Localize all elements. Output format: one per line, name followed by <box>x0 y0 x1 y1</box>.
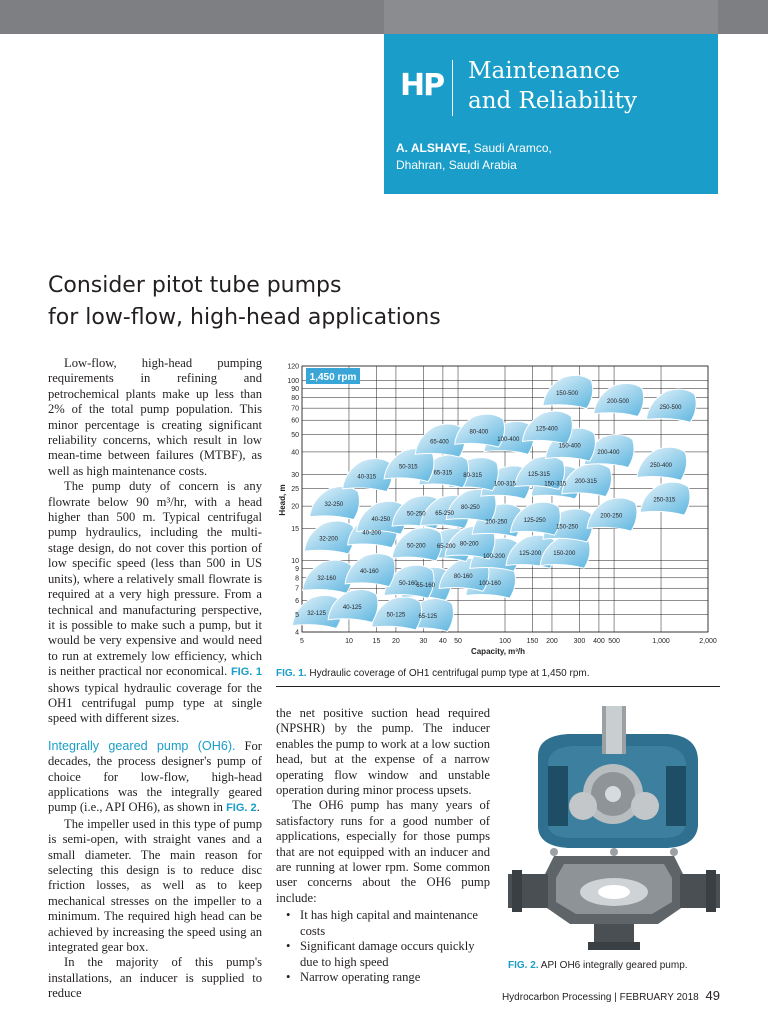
pump-size-label: 80-315 <box>463 473 482 480</box>
paragraph-npsh: the net positive suction head required (NPSHR) by the pump. The inducer enables the pump to work at a low suction head, but at the expense of a narrow operating flow window and unstable operation during minor process upsets. <box>276 706 490 798</box>
x-tick-label: 200 <box>546 638 558 645</box>
body-column-1 <box>48 356 262 1002</box>
y-tick-label: 100 <box>287 377 299 385</box>
pump-size-label: 80-200 <box>459 541 479 548</box>
pump-size-label: 32-250 <box>324 502 344 509</box>
fig2-reference-link[interactable]: FIG. 2 <box>226 802 257 815</box>
pump-size-label: 125-315 <box>527 471 550 478</box>
section-header-box <box>384 34 718 194</box>
y-tick-label: 80 <box>291 395 299 403</box>
x-tick-label: 150 <box>526 638 539 645</box>
x-tick-label: 15 <box>372 638 381 645</box>
fig2-label: FIG. 2. <box>508 960 539 971</box>
fig2-caption <box>508 960 720 971</box>
fig1-caption-text: Hydraulic coverage of OH1 centrifugal pump type at 1,450 rpm. <box>306 668 590 679</box>
section-title-line1: Maintenance <box>468 58 621 84</box>
pump-size-label: 50-125 <box>386 612 406 619</box>
paragraph-duty-text-a: The pump duty of concern is any flowrate below 90 m³/hr, with a head higher than 500 m. Typical centrifugal pump hydraulics, including the multi-stage design, do not cover this portion of low specific speed (less than 500 in US units), where a relatively small flowrate is required at a very high pressure. From a technical and manufacturing perspective, it is possible to make such a pump, but it would be very expensive and would need to run at extremely low efficiency, which is neither practical nor economical. <box>48 479 262 679</box>
headline-line1: Consider pitot tube pumps <box>48 273 342 298</box>
y-axis-label: Head, m <box>278 484 287 516</box>
paragraph-oh6 <box>48 739 262 817</box>
y-tick-label: 50 <box>291 431 299 439</box>
author-affiliation: Saudi Aramco, <box>470 141 552 155</box>
section-title-line2: and Reliability <box>468 88 637 114</box>
pump-size-label: 32-160 <box>317 575 337 582</box>
y-tick-label: 90 <box>291 385 299 393</box>
pump-size-label: 125-250 <box>523 517 546 524</box>
pump-size-label: 50-250 <box>406 511 426 518</box>
author-block <box>396 140 696 174</box>
author-location: Dhahran, Saudi Arabia <box>396 158 517 172</box>
pump-size-label: 250-400 <box>650 462 673 469</box>
pump-size-label: 200-400 <box>597 450 620 457</box>
pump-size-label: 150-500 <box>556 391 579 398</box>
section-divider <box>452 60 453 116</box>
y-tick-label: 7 <box>295 585 299 593</box>
pump-size-label: 65-160 <box>416 582 435 589</box>
pump-size-label: 40-160 <box>359 569 379 576</box>
fig2-pump-illustration <box>508 706 720 952</box>
pump-size-label: 65-125 <box>418 614 438 621</box>
concern-item: • Narrow operating range <box>276 970 490 985</box>
y-tick-label: 5 <box>295 612 299 620</box>
y-tick-label: 4 <box>295 629 299 637</box>
fig1-label: FIG. 1. <box>276 668 307 679</box>
pump-size-label: 32-125 <box>307 610 326 617</box>
y-tick-label: 10 <box>291 557 299 565</box>
fig1-rule <box>276 686 720 687</box>
x-tick-label: 400 <box>593 638 605 645</box>
article-headline <box>48 270 728 334</box>
x-tick-label: 100 <box>499 638 511 645</box>
pump-size-label: 40-200 <box>362 530 382 537</box>
fig1-chart <box>276 360 720 660</box>
x-tick-label: 1,000 <box>652 638 670 645</box>
pump-size-label: 125-200 <box>519 550 542 557</box>
x-axis-label: Capacity, m³/h <box>470 647 526 656</box>
x-tick-label: 50 <box>454 638 462 645</box>
top-bar-accent <box>384 0 718 34</box>
pump-size-label: 150-200 <box>553 550 576 557</box>
x-tick-label: 10 <box>345 638 353 645</box>
x-tick-label: 20 <box>392 638 400 645</box>
x-tick-label: 2,000 <box>699 638 717 645</box>
paragraph-intro: Low-flow, high-head pumping requirements in refining and petrochemical plants make up less than 2% of the total pump population. This minor percentage is creating significant reliability concerns, which result in low mean-time between failures (MTBF), as well as high maintenance costs. <box>48 356 262 478</box>
x-tick-label: 300 <box>573 638 586 645</box>
pump-size-label: 250-500 <box>659 404 682 411</box>
pump-size-label: 200-250 <box>600 513 623 520</box>
pump-size-label: 80-400 <box>469 429 489 436</box>
concerns-list <box>276 908 490 985</box>
fig1-chart-svg <box>276 360 720 660</box>
pump-size-label: 125-400 <box>535 426 558 433</box>
y-tick-label: 15 <box>291 526 299 534</box>
pump-size-label: 65-400 <box>430 439 449 446</box>
concern-item: • Significant damage occurs quickly due to high speed <box>276 939 490 970</box>
paragraph-duty-text-b: shows typical hydraulic coverage for the OH1 centrifugal pump type at single speed with different sizes. <box>48 680 262 726</box>
concern-item: • It has high capital and maintenance costs <box>276 908 490 939</box>
pump-size-label: 65-315 <box>433 470 453 477</box>
x-tick-label: 30 <box>419 638 428 645</box>
pump-size-label: 80-250 <box>461 504 480 511</box>
y-tick-label: 30 <box>291 471 299 479</box>
issue-date: FEBRUARY 2018 <box>619 992 699 1003</box>
pump-size-label: 40-250 <box>371 516 391 523</box>
pump-size-label: 100-200 <box>482 553 506 560</box>
y-tick-label: 60 <box>291 417 299 425</box>
y-tick-label: 6 <box>295 597 299 605</box>
pump-size-label: 250-315 <box>653 497 676 504</box>
pump-size-label: 50-315 <box>398 464 418 471</box>
fig1-caption <box>276 668 720 679</box>
page-footer: Hydrocarbon Processing | FEBRUARY 2018 49 <box>501 988 720 1003</box>
section-title <box>468 56 708 116</box>
rpm-badge: 1,450 rpm <box>309 372 357 383</box>
page-number: 49 <box>705 988 720 1003</box>
pump-size-label: 150-250 <box>556 524 579 531</box>
pump-size-label: 40-125 <box>342 605 362 612</box>
paragraph-inducer: In the majority of this pump's installations, an inducer is supplied to reduce <box>48 955 262 1001</box>
y-tick-label: 20 <box>291 503 299 511</box>
y-tick-label: 120 <box>287 363 299 371</box>
pump-size-label: 65-250 <box>435 511 454 518</box>
paragraph-oh6-text-a: For decades, the process designer's pump of choice for low-flow, high-head applications was the integrally geared pump (i.e., API OH6), as shown in <box>48 738 262 815</box>
y-tick-label: 40 <box>291 449 299 457</box>
hp-logo: HP <box>400 68 444 103</box>
paragraph-duty <box>48 479 262 727</box>
pump-size-label: 150-400 <box>558 443 581 450</box>
x-tick-label: 40 <box>439 638 447 645</box>
pump-size-label: 80-160 <box>453 573 473 580</box>
y-tick-label: 70 <box>291 405 299 413</box>
pump-size-label: 100-160 <box>478 580 501 587</box>
x-tick-label: 500 <box>608 638 620 645</box>
pump-size-label: 200-315 <box>574 479 597 486</box>
pump-size-label: 50-200 <box>406 543 426 550</box>
fig2-caption-text: API OH6 integrally geared pump. <box>538 960 688 971</box>
pump-size-label: 40-315 <box>357 474 377 481</box>
pump-size-label: 100-400 <box>497 436 520 443</box>
headline-line2: for low-flow, high-head applications <box>48 305 441 330</box>
paragraph-oh6-history: The OH6 pump has many years of satisfactory runs for a good number of applications, especially for those pumps that are not equipped with an inducer and are running at lower rpm. Some common user concerns about the OH6 pump include: <box>276 798 490 905</box>
y-tick-label: 8 <box>295 575 299 583</box>
pump-size-label: 100-250 <box>485 519 508 526</box>
pump-size-label: 50-160 <box>398 580 418 587</box>
journal-name: Hydrocarbon Processing <box>501 992 612 1003</box>
subhead-integrally-geared: Integrally geared pump (OH6). <box>48 738 236 753</box>
pump-size-label: 32-200 <box>319 536 338 543</box>
pump-size-label: 150-315 <box>544 481 567 488</box>
paragraph-oh6-text-b: . <box>256 800 260 815</box>
pump-size-label: 65-200 <box>436 544 456 551</box>
y-tick-label: 25 <box>291 486 299 494</box>
author-name: A. ALSHAYE, <box>396 141 471 155</box>
paragraph-impeller: The impeller used in this type of pump is semi-open, with straight vanes and a small diameter. The main reason for selecting this design is to reduce disc friction losses, as well as to keep mechanical stresses on the impeller to a minimum. The required high head can be achieved by increasing the speed using an integrated gear box. <box>48 816 262 955</box>
body-column-2 <box>276 706 490 985</box>
y-tick-label: 9 <box>295 566 299 574</box>
x-tick-label: 5 <box>300 638 304 645</box>
fig1-reference-link[interactable]: FIG. 1 <box>230 666 262 679</box>
pump-size-label: 100-315 <box>493 481 517 488</box>
pump-size-label: 200-500 <box>606 399 630 406</box>
